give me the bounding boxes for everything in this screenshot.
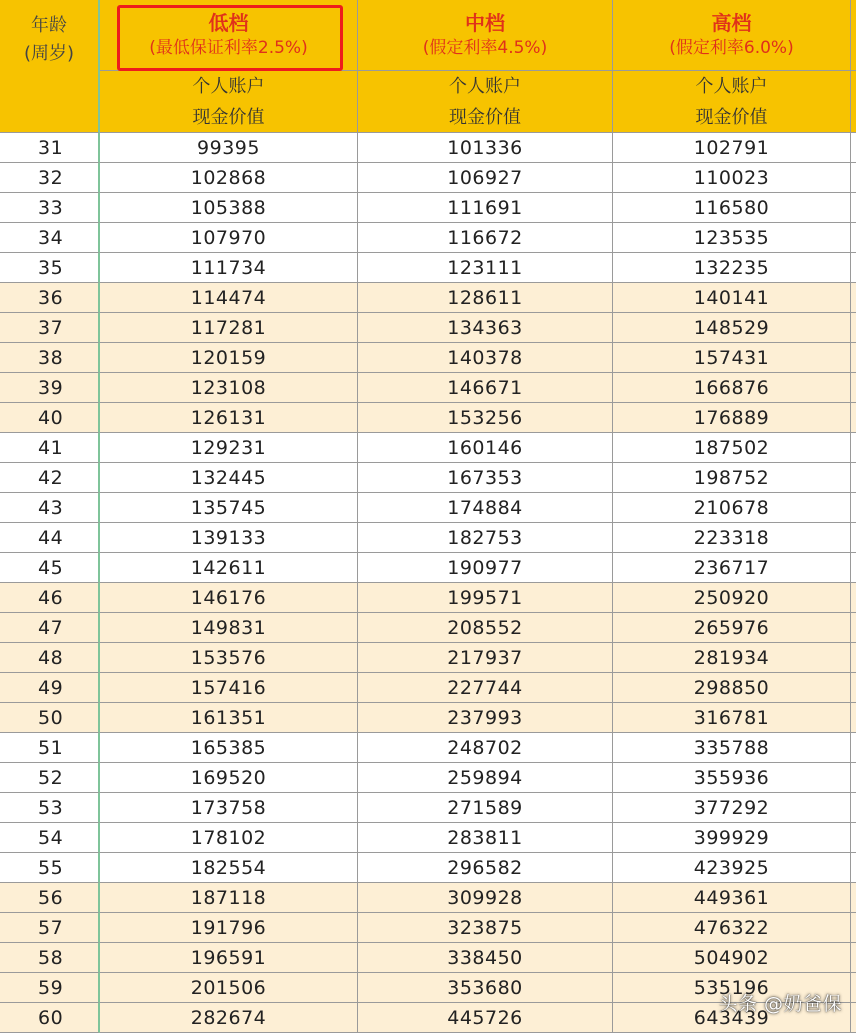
low-value-cell: 146176 [100, 583, 358, 613]
age-cell: 52 [0, 763, 100, 793]
mid-value-cell: 217937 [358, 643, 613, 673]
age-cell: 54 [0, 823, 100, 853]
edge-cell [851, 403, 856, 433]
high-value-cell: 116580 [613, 193, 851, 223]
low-value-cell: 105388 [100, 193, 358, 223]
age-cell: 32 [0, 163, 100, 193]
high-value-cell: 210678 [613, 493, 851, 523]
age-cell: 47 [0, 613, 100, 643]
table-row [0, 853, 856, 883]
header-row-sub [0, 71, 856, 133]
mid-value-cell: 338450 [358, 943, 613, 973]
age-cell: 39 [0, 373, 100, 403]
high-value-cell: 377292 [613, 793, 851, 823]
table-row [0, 343, 856, 373]
edge-cell [851, 943, 856, 973]
age-cell: 41 [0, 433, 100, 463]
high-value-cell: 236717 [613, 553, 851, 583]
low-value-cell: 196591 [100, 943, 358, 973]
edge-cell [851, 733, 856, 763]
edge-cell [851, 613, 856, 643]
mid-value-cell: 140378 [358, 343, 613, 373]
low-value-cell: 149831 [100, 613, 358, 643]
high-value-cell: 423925 [613, 853, 851, 883]
age-cell: 45 [0, 553, 100, 583]
tier-name: 高档 [711, 11, 752, 35]
edge-cell [851, 1003, 856, 1033]
low-value-cell: 282674 [100, 1003, 358, 1033]
low-value-cell: 114474 [100, 283, 358, 313]
low-value-cell: 157416 [100, 673, 358, 703]
low-value-cell: 120159 [100, 343, 358, 373]
edge-cell [851, 823, 856, 853]
edge-cell [851, 883, 856, 913]
mid-value-cell: 106927 [358, 163, 613, 193]
edge-cell [851, 283, 856, 313]
age-cell: 48 [0, 643, 100, 673]
edge-cell [851, 163, 856, 193]
edge-cell [851, 493, 856, 523]
high-value-cell: 176889 [613, 403, 851, 433]
high-value-cell: 166876 [613, 373, 851, 403]
mid-value-cell: 111691 [358, 193, 613, 223]
age-header-line1: 年龄 [31, 15, 67, 36]
high-value-cell: 476322 [613, 913, 851, 943]
edge-cell [851, 583, 856, 613]
header-row-tiers [0, 0, 856, 71]
mid-value-cell: 323875 [358, 913, 613, 943]
table-row [0, 643, 856, 673]
edge-cell [851, 853, 856, 883]
mid-value-cell: 101336 [358, 133, 613, 163]
tier-name: 中档 [465, 11, 505, 35]
mid-value-cell: 123111 [358, 253, 613, 283]
table-row [0, 283, 856, 313]
edge-cell [851, 913, 856, 943]
table-row [0, 793, 856, 823]
high-value-cell: 643439 [613, 1003, 851, 1033]
high-value-cell: 265976 [613, 613, 851, 643]
mid-value-cell: 146671 [358, 373, 613, 403]
low-value-cell: 99395 [100, 133, 358, 163]
low-value-cell: 142611 [100, 553, 358, 583]
age-header-line2: (周岁) [23, 43, 75, 64]
table-row [0, 223, 856, 253]
high-value-cell: 535196 [613, 973, 851, 1003]
mid-value-cell: 248702 [358, 733, 613, 763]
edge-cell [851, 433, 856, 463]
table-row [0, 493, 856, 523]
table-row [0, 733, 856, 763]
age-cell: 36 [0, 283, 100, 313]
low-value-cell: 178102 [100, 823, 358, 853]
high-value-cell: 110023 [613, 163, 851, 193]
age-cell: 57 [0, 913, 100, 943]
edge-cell [851, 553, 856, 583]
sub-header-line1: 个人账户 [695, 75, 768, 97]
low-value-cell: 132445 [100, 463, 358, 493]
low-value-cell: 165385 [100, 733, 358, 763]
low-value-cell: 123108 [100, 373, 358, 403]
sub-header-line1: 个人账户 [449, 75, 521, 97]
age-cell: 58 [0, 943, 100, 973]
sub-header-line2: 现金价值 [449, 106, 521, 128]
high-value-cell: 148529 [613, 313, 851, 343]
age-cell: 38 [0, 343, 100, 373]
edge-cell [851, 193, 856, 223]
high-value-cell: 504902 [613, 943, 851, 973]
edge-cell [851, 703, 856, 733]
edge-cell [851, 0, 856, 71]
edge-cell [851, 673, 856, 703]
high-value-cell: 399929 [613, 823, 851, 853]
age-cell: 55 [0, 853, 100, 883]
table-row [0, 823, 856, 853]
mid-value-cell: 199571 [358, 583, 613, 613]
mid-value-cell: 309928 [358, 883, 613, 913]
sub-header-high [613, 71, 851, 133]
mid-value-cell: 271589 [358, 793, 613, 823]
table-row [0, 553, 856, 583]
low-value-cell: 201506 [100, 973, 358, 1003]
edge-cell [851, 133, 856, 163]
mid-value-cell: 445726 [358, 1003, 613, 1033]
edge-cell [851, 643, 856, 673]
table-row [0, 163, 856, 193]
high-value-cell: 335788 [613, 733, 851, 763]
table-row [0, 253, 856, 283]
mid-value-cell: 167353 [358, 463, 613, 493]
mid-value-cell: 208552 [358, 613, 613, 643]
mid-value-cell: 128611 [358, 283, 613, 313]
high-value-cell: 140141 [613, 283, 851, 313]
high-value-cell: 223318 [613, 523, 851, 553]
age-cell: 40 [0, 403, 100, 433]
mid-value-cell: 182753 [358, 523, 613, 553]
low-value-cell: 173758 [100, 793, 358, 823]
mid-value-cell: 283811 [358, 823, 613, 853]
tier-header-high [613, 0, 851, 71]
mid-value-cell: 237993 [358, 703, 613, 733]
mid-value-cell: 190977 [358, 553, 613, 583]
table-body [0, 133, 856, 1033]
edge-cell [851, 523, 856, 553]
edge-cell [851, 343, 856, 373]
low-value-cell: 129231 [100, 433, 358, 463]
high-value-cell: 449361 [613, 883, 851, 913]
high-value-cell: 281934 [613, 643, 851, 673]
age-cell: 51 [0, 733, 100, 763]
edge-cell [851, 763, 856, 793]
edge-cell [851, 463, 856, 493]
low-value-cell: 117281 [100, 313, 358, 343]
table-row [0, 763, 856, 793]
watermark: 头条 @奶爸保 [718, 993, 842, 1015]
mid-value-cell: 116672 [358, 223, 613, 253]
high-value-cell: 355936 [613, 763, 851, 793]
high-value-cell: 198752 [613, 463, 851, 493]
table-row [0, 463, 856, 493]
age-cell: 31 [0, 133, 100, 163]
mid-value-cell: 160146 [358, 433, 613, 463]
table-row [0, 583, 856, 613]
tier-name: 低档 [208, 11, 249, 35]
high-value-cell: 157431 [613, 343, 851, 373]
table-row [0, 433, 856, 463]
low-value-cell: 139133 [100, 523, 358, 553]
table-row [0, 673, 856, 703]
table-row [0, 943, 856, 973]
edge-cell [851, 71, 856, 133]
mid-value-cell: 296582 [358, 853, 613, 883]
table-row [0, 403, 856, 433]
mid-value-cell: 227744 [358, 673, 613, 703]
tier-note: (假定利率4.5%) [422, 38, 548, 58]
sub-header-line2: 现金价值 [695, 106, 768, 128]
age-cell: 50 [0, 703, 100, 733]
age-cell: 44 [0, 523, 100, 553]
sub-header-line1: 个人账户 [192, 75, 265, 97]
table-row [0, 523, 856, 553]
age-cell: 43 [0, 493, 100, 523]
table-row [0, 193, 856, 223]
mid-value-cell: 174884 [358, 493, 613, 523]
table-row [0, 373, 856, 403]
low-value-cell: 187118 [100, 883, 358, 913]
edge-cell [851, 313, 856, 343]
low-value-cell: 126131 [100, 403, 358, 433]
tier-header-mid [358, 0, 613, 71]
mid-value-cell: 259894 [358, 763, 613, 793]
table-row [0, 133, 856, 163]
tier-header-low [100, 0, 358, 71]
age-column-header [0, 0, 100, 133]
age-cell: 46 [0, 583, 100, 613]
age-cell: 56 [0, 883, 100, 913]
age-cell: 49 [0, 673, 100, 703]
mid-value-cell: 153256 [358, 403, 613, 433]
high-value-cell: 102791 [613, 133, 851, 163]
edge-cell [851, 793, 856, 823]
tier-note: (假定利率6.0%) [669, 38, 794, 58]
tier-note: (最低保证利率2.5%) [149, 38, 308, 58]
sub-header-low [100, 71, 358, 133]
low-value-cell: 182554 [100, 853, 358, 883]
table-row [0, 313, 856, 343]
low-value-cell: 107970 [100, 223, 358, 253]
high-value-cell: 132235 [613, 253, 851, 283]
low-value-cell: 153576 [100, 643, 358, 673]
high-value-cell: 298850 [613, 673, 851, 703]
edge-cell [851, 973, 856, 1003]
age-cell: 33 [0, 193, 100, 223]
low-value-cell: 191796 [100, 913, 358, 943]
edge-cell [851, 373, 856, 403]
mid-value-cell: 134363 [358, 313, 613, 343]
high-value-cell: 316781 [613, 703, 851, 733]
table-row [0, 913, 856, 943]
age-cell: 53 [0, 793, 100, 823]
table-row [0, 613, 856, 643]
age-cell: 59 [0, 973, 100, 1003]
high-value-cell: 123535 [613, 223, 851, 253]
age-cell: 34 [0, 223, 100, 253]
age-cell: 37 [0, 313, 100, 343]
high-value-cell: 187502 [613, 433, 851, 463]
sub-header-line2: 现金价值 [192, 106, 265, 128]
table-row [0, 703, 856, 733]
age-cell: 35 [0, 253, 100, 283]
high-value-cell: 250920 [613, 583, 851, 613]
table-row [0, 883, 856, 913]
age-cell: 42 [0, 463, 100, 493]
sub-header-mid [358, 71, 613, 133]
edge-cell [851, 253, 856, 283]
mid-value-cell: 353680 [358, 973, 613, 1003]
low-value-cell: 111734 [100, 253, 358, 283]
low-value-cell: 169520 [100, 763, 358, 793]
low-value-cell: 161351 [100, 703, 358, 733]
low-value-cell: 102868 [100, 163, 358, 193]
low-value-cell: 135745 [100, 493, 358, 523]
age-cell: 60 [0, 1003, 100, 1033]
edge-cell [851, 223, 856, 253]
